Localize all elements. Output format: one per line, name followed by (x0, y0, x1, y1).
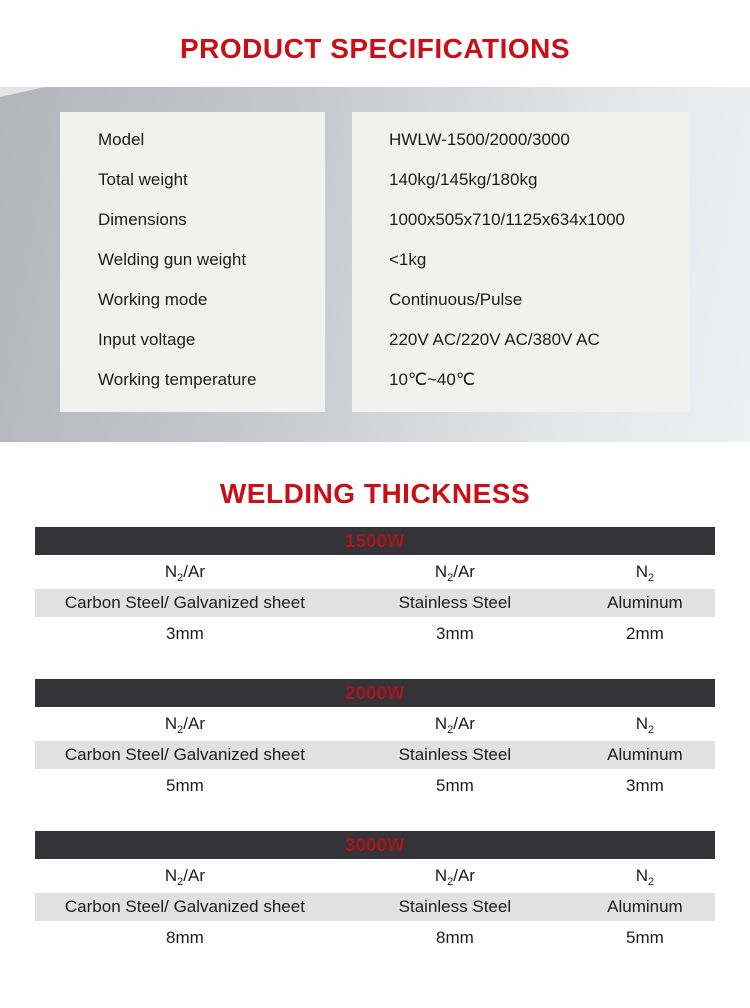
power-bar-1500w: 1500W (35, 527, 715, 555)
spec-value-welding-gun-weight: <1kg (389, 250, 427, 269)
spec-value-model: HWLW-1500/2000/3000 (389, 130, 570, 149)
spec-value-input-voltage: 220V AC/220V AC/380V AC (389, 330, 600, 349)
gas-subscript: 2 (648, 572, 655, 584)
gas-cell (35, 707, 335, 741)
gas-cell (575, 859, 715, 893)
material-cell: Carbon Steel/ Galvanized sheet (35, 893, 335, 921)
gas-suffix: /Ar (453, 562, 475, 581)
spec-label-input-voltage: Input voltage (98, 330, 196, 349)
spec-label-dimensions: Dimensions (98, 210, 187, 229)
gas-suffix: /Ar (453, 866, 475, 885)
gas-base: N (164, 866, 178, 885)
material-cell: Carbon Steel/ Galvanized sheet (35, 589, 335, 617)
material-cell: Stainless Steel (335, 589, 575, 617)
gas-subscript: 2 (447, 724, 454, 736)
gas-cell (35, 555, 335, 589)
thickness-cell: 5mm (335, 769, 575, 803)
thickness-cell: 3mm (575, 769, 715, 803)
thickness-cell: 3mm (335, 617, 575, 651)
welding-thickness-title: WELDING THICKNESS (219, 478, 531, 509)
spec-value-working-temperature: 10℃~40℃ (389, 370, 475, 389)
spec-value-dimensions: 1000x505x710/1125x634x1000 (389, 210, 626, 229)
gas-cell (35, 859, 335, 893)
material-cell: Aluminum (575, 893, 715, 921)
gas-subscript: 2 (177, 724, 184, 736)
welding-table-2000w (35, 679, 715, 803)
gas-row (35, 555, 715, 589)
thickness-row (35, 921, 715, 955)
spec-labels-box (60, 112, 325, 412)
gas-cell (335, 555, 575, 589)
gas-base: N (434, 714, 448, 733)
gas-suffix: /Ar (453, 714, 475, 733)
gas-subscript: 2 (648, 724, 655, 736)
gas-suffix: /Ar (183, 714, 205, 733)
gas-cell (575, 707, 715, 741)
gas-subscript: 2 (447, 572, 454, 584)
material-cell: Aluminum (575, 741, 715, 769)
spec-label-welding-gun-weight: Welding gun weight (98, 250, 247, 269)
material-cell: Carbon Steel/ Galvanized sheet (35, 741, 335, 769)
thickness-cell: 3mm (35, 617, 335, 651)
gas-suffix: /Ar (183, 562, 205, 581)
gas-subscript: 2 (177, 876, 184, 888)
gas-base: N (635, 866, 649, 885)
thickness-cell: 8mm (335, 921, 575, 955)
gas-cell (575, 555, 715, 589)
power-bar-2000w: 2000W (35, 679, 715, 707)
gas-subscript: 2 (177, 572, 184, 584)
material-cell: Stainless Steel (335, 893, 575, 921)
material-row (35, 741, 715, 769)
gas-base: N (434, 562, 448, 581)
gas-base: N (635, 562, 649, 581)
thickness-cell: 2mm (575, 617, 715, 651)
material-row (35, 589, 715, 617)
gas-suffix: /Ar (183, 866, 205, 885)
gas-cell (335, 707, 575, 741)
spec-value-working-mode: Continuous/Pulse (389, 290, 523, 309)
spec-label-working-temperature: Working temperature (98, 370, 257, 389)
thickness-cell: 8mm (35, 921, 335, 955)
gas-base: N (164, 562, 178, 581)
thickness-cell: 5mm (35, 769, 335, 803)
gas-row (35, 707, 715, 741)
gas-base: N (635, 714, 649, 733)
thickness-row (35, 769, 715, 803)
spec-label-working-mode: Working mode (98, 290, 208, 309)
gas-base: N (434, 866, 448, 885)
product-specifications-title: PRODUCT SPECIFICATIONS (179, 33, 571, 64)
material-row (35, 893, 715, 921)
gas-subscript: 2 (447, 876, 454, 888)
material-cell: Stainless Steel (335, 741, 575, 769)
gas-row (35, 859, 715, 893)
material-cell: Aluminum (575, 589, 715, 617)
thickness-row (35, 617, 715, 651)
gas-subscript: 2 (648, 876, 655, 888)
gas-base: N (164, 714, 178, 733)
spec-value-total-weight: 140kg/145kg/180kg (389, 170, 538, 189)
welding-table-1500w (35, 527, 715, 651)
welding-table-3000w (35, 831, 715, 955)
thickness-cell: 5mm (575, 921, 715, 955)
spec-label-total-weight: Total weight (98, 170, 188, 189)
specifications-section (0, 87, 750, 442)
spec-label-model: Model (98, 130, 145, 149)
gas-cell (335, 859, 575, 893)
power-bar-3000w: 3000W (35, 831, 715, 859)
spec-values-box (352, 112, 690, 412)
